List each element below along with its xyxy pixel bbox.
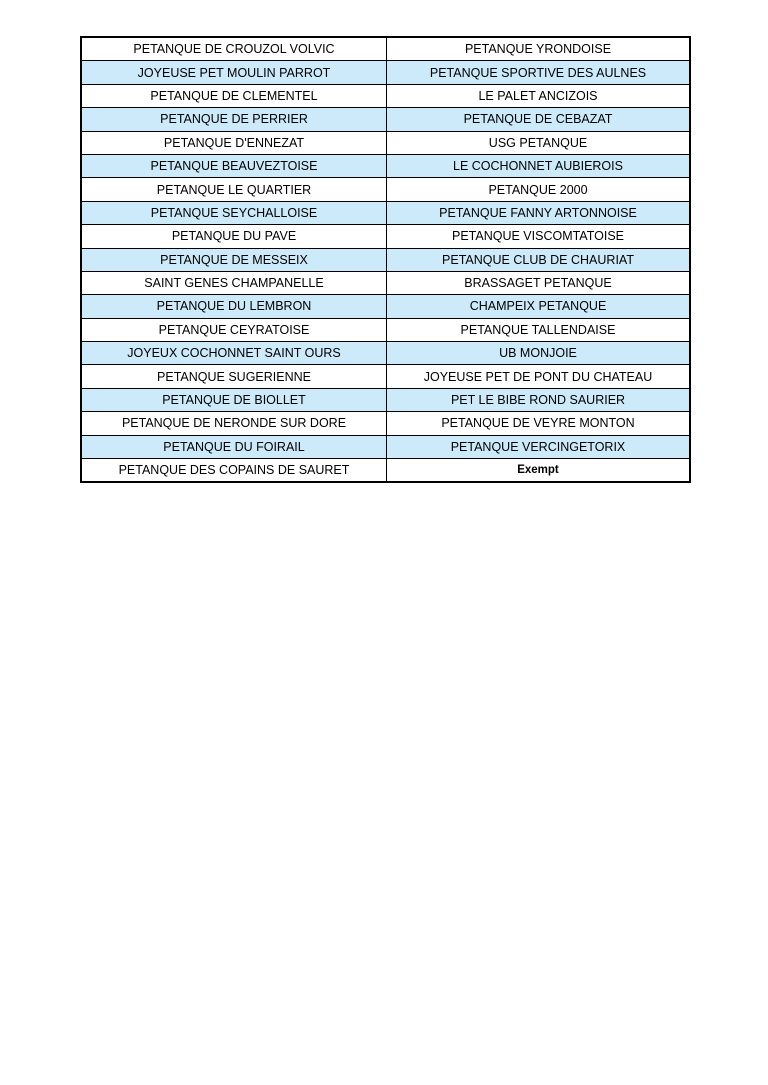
- home-team-cell: PETANQUE DE CROUZOL VOLVIC: [81, 37, 387, 61]
- table-row: [81, 131, 690, 154]
- table-row: [81, 365, 690, 388]
- away-team-cell: PETANQUE VERCINGETORIX: [387, 435, 691, 458]
- home-team-cell: PETANQUE DU FOIRAIL: [81, 435, 387, 458]
- home-team-cell: JOYEUSE PET MOULIN PARROT: [81, 61, 387, 84]
- home-team-cell: PETANQUE D'ENNEZAT: [81, 131, 387, 154]
- table-row: [81, 318, 690, 341]
- home-team-cell: PETANQUE LE QUARTIER: [81, 178, 387, 201]
- home-team-cell: PETANQUE DE BIOLLET: [81, 388, 387, 411]
- away-team-cell: PETANQUE 2000: [387, 178, 691, 201]
- table-row: [81, 61, 690, 84]
- home-team-cell: PETANQUE BEAUVEZTOISE: [81, 154, 387, 177]
- away-team-cell: LE COCHONNET AUBIEROIS: [387, 154, 691, 177]
- away-team-cell: PETANQUE DE CEBAZAT: [387, 108, 691, 131]
- home-team-cell: PETANQUE DES COPAINS DE SAURET: [81, 459, 387, 483]
- draw-table: [80, 36, 691, 483]
- away-team-cell: CHAMPEIX PETANQUE: [387, 295, 691, 318]
- table-row: [81, 225, 690, 248]
- table-row: [81, 342, 690, 365]
- table-row: [81, 388, 690, 411]
- away-team-cell: PETANQUE FANNY ARTONNOISE: [387, 201, 691, 224]
- table-row: [81, 178, 690, 201]
- away-team-cell: PET LE BIBE ROND SAURIER: [387, 388, 691, 411]
- table-row: [81, 295, 690, 318]
- home-team-cell: PETANQUE DE MESSEIX: [81, 248, 387, 271]
- table-row: [81, 248, 690, 271]
- home-team-cell: PETANQUE CEYRATOISE: [81, 318, 387, 341]
- table-row: [81, 201, 690, 224]
- away-team-cell: PETANQUE CLUB DE CHAURIAT: [387, 248, 691, 271]
- home-team-cell: PETANQUE SEYCHALLOISE: [81, 201, 387, 224]
- home-team-cell: PETANQUE DE CLEMENTEL: [81, 84, 387, 107]
- table-row: [81, 412, 690, 435]
- home-team-cell: PETANQUE SUGERIENNE: [81, 365, 387, 388]
- table-row: [81, 84, 690, 107]
- table-row: [81, 435, 690, 458]
- away-team-cell: PETANQUE TALLENDAISE: [387, 318, 691, 341]
- away-team-cell: BRASSAGET PETANQUE: [387, 271, 691, 294]
- home-team-cell: PETANQUE DU PAVE: [81, 225, 387, 248]
- away-team-cell: PETANQUE SPORTIVE DES AULNES: [387, 61, 691, 84]
- home-team-cell: PETANQUE DU LEMBRON: [81, 295, 387, 318]
- table-row: [81, 271, 690, 294]
- away-team-cell: JOYEUSE PET DE PONT DU CHATEAU: [387, 365, 691, 388]
- home-team-cell: SAINT GENES CHAMPANELLE: [81, 271, 387, 294]
- home-team-cell: JOYEUX COCHONNET SAINT OURS: [81, 342, 387, 365]
- home-team-cell: PETANQUE DE NERONDE SUR DORE: [81, 412, 387, 435]
- away-team-cell: PETANQUE VISCOMTATOISE: [387, 225, 691, 248]
- away-team-cell: PETANQUE DE VEYRE MONTON: [387, 412, 691, 435]
- table-row: [81, 37, 690, 61]
- exempt-cell: Exempt: [387, 459, 691, 483]
- table-row: [81, 459, 690, 483]
- away-team-cell: LE PALET ANCIZOIS: [387, 84, 691, 107]
- away-team-cell: USG PETANQUE: [387, 131, 691, 154]
- home-team-cell: PETANQUE DE PERRIER: [81, 108, 387, 131]
- table-row: [81, 154, 690, 177]
- away-team-cell: UB MONJOIE: [387, 342, 691, 365]
- table-row: [81, 108, 690, 131]
- away-team-cell: PETANQUE YRONDOISE: [387, 37, 691, 61]
